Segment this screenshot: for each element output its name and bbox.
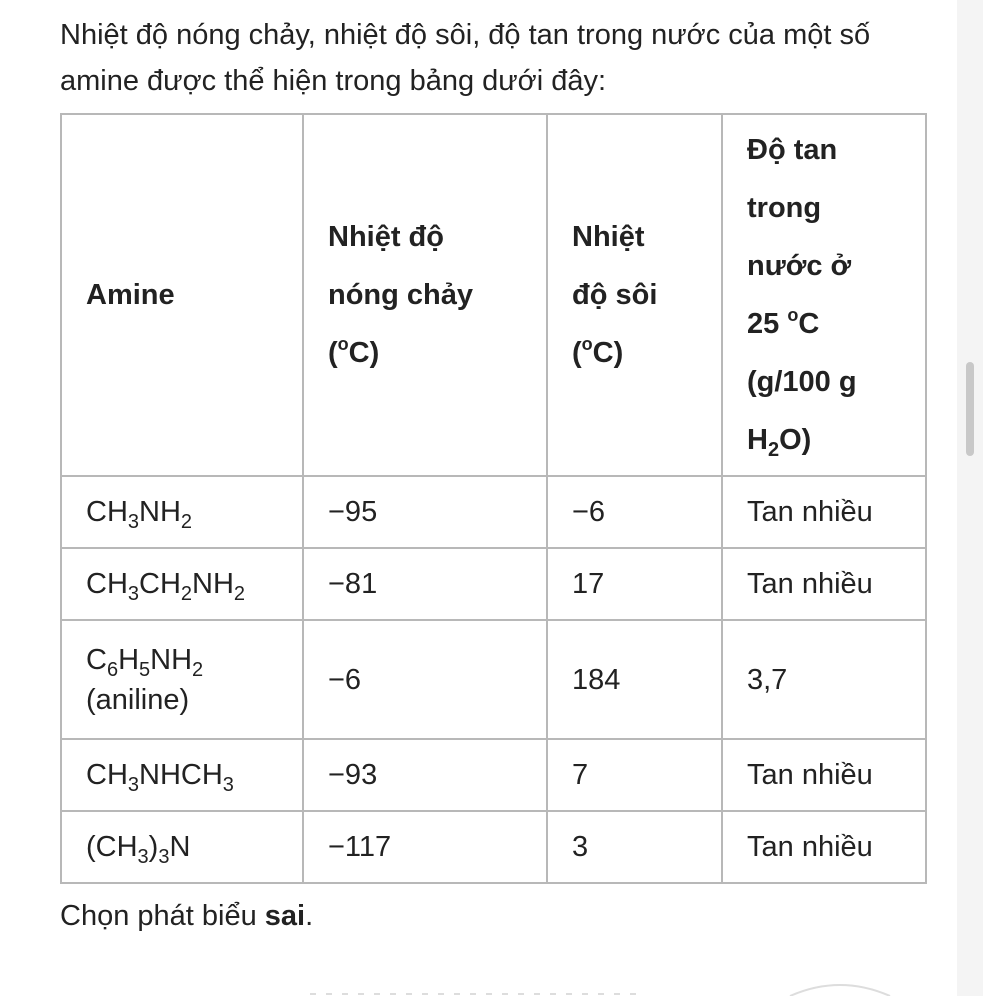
cell-boiling-point: 3 xyxy=(547,811,722,883)
header-mp-line1: Nhiệt độ xyxy=(328,221,444,253)
formula-part: NH xyxy=(150,643,193,676)
formula-part: ) xyxy=(148,831,159,863)
formula-subscript: 5 xyxy=(139,658,151,681)
cell-formula xyxy=(61,476,303,548)
header-solubility xyxy=(722,114,926,476)
formula-part: N xyxy=(169,831,191,863)
header-melting-point xyxy=(303,114,547,476)
cell-formula xyxy=(61,739,303,811)
header-mp-line2: nóng chảy xyxy=(328,279,474,311)
formula-subscript: 3 xyxy=(222,774,234,796)
header-amine xyxy=(61,114,303,476)
arc-outline-shape xyxy=(790,985,890,996)
header-sol-h-sub: 2 xyxy=(767,439,780,461)
header-bp-line1: Nhiệt xyxy=(572,221,645,253)
header-mp-unit-close: C) xyxy=(348,337,380,369)
cell-boiling-point: −6 xyxy=(547,476,722,548)
header-bp-unit-degree: o xyxy=(581,334,593,354)
page-side-rail xyxy=(957,0,983,996)
formula-part: (CH xyxy=(86,831,138,863)
formula-part: CH xyxy=(139,568,181,600)
cell-melting-point: −117 xyxy=(303,811,547,883)
question-bold-word: sai xyxy=(264,900,306,932)
formula-part: C xyxy=(86,643,107,676)
formula-part: CH xyxy=(86,759,128,791)
header-bp-unit-close: C) xyxy=(592,337,624,369)
cell-formula xyxy=(61,548,303,620)
header-amine-label: Amine xyxy=(86,279,175,311)
cell-boiling-point: 184 xyxy=(547,620,722,739)
header-sol-line5: (g/100 g xyxy=(747,366,857,398)
cell-melting-point: −81 xyxy=(303,548,547,620)
formula-subscript: 2 xyxy=(180,583,193,605)
table-header-row xyxy=(61,114,926,476)
formula-part: CH xyxy=(86,496,128,528)
header-boiling-point xyxy=(547,114,722,476)
header-sol-line2: trong xyxy=(747,192,822,224)
header-sol-line1: Độ tan xyxy=(747,134,838,166)
table-row xyxy=(61,620,926,739)
formula-subscript: 3 xyxy=(127,774,140,796)
next-section-divider xyxy=(0,970,957,996)
cell-formula xyxy=(61,811,303,883)
formula-subscript: 3 xyxy=(127,511,140,533)
cell-melting-point: −93 xyxy=(303,739,547,811)
cell-boiling-point: 7 xyxy=(547,739,722,811)
cell-melting-point: −95 xyxy=(303,476,547,548)
question-text xyxy=(60,896,313,936)
cell-melting-point: −6 xyxy=(303,620,547,739)
table-row xyxy=(61,476,926,548)
formula-part: CH xyxy=(86,568,128,600)
header-mp-unit-open: ( xyxy=(328,337,338,369)
formula-subscript: 6 xyxy=(106,658,119,681)
header-sol-line3: nước ở xyxy=(747,250,852,282)
formula-subscript: 3 xyxy=(158,846,170,868)
cell-boiling-point: 17 xyxy=(547,548,722,620)
header-sol-temp-num: 25 xyxy=(747,308,788,340)
cell-solubility: Tan nhiều xyxy=(722,476,926,548)
cell-solubility: Tan nhiều xyxy=(722,811,926,883)
header-sol-h: H xyxy=(747,424,768,456)
cell-solubility: 3,7 xyxy=(722,620,926,739)
table-row xyxy=(61,739,926,811)
formula-subscript: 3 xyxy=(137,846,149,868)
formula-part: H xyxy=(118,643,140,676)
table-row xyxy=(61,548,926,620)
header-sol-temp-degree: o xyxy=(787,305,799,325)
header-bp-unit-open: ( xyxy=(572,337,582,369)
formula-subscript: 2 xyxy=(192,658,204,681)
cell-solubility: Tan nhiều xyxy=(722,739,926,811)
formula-subscript: 2 xyxy=(233,583,246,605)
header-sol-o: O) xyxy=(779,424,812,456)
scrollbar-thumb[interactable] xyxy=(966,362,974,456)
table-row xyxy=(61,811,926,883)
header-sol-temp-c: C xyxy=(798,308,820,340)
question-suffix: . xyxy=(305,900,314,932)
header-mp-unit-degree: o xyxy=(337,334,349,354)
formula-subscript: 3 xyxy=(127,583,140,605)
header-bp-line2: độ sôi xyxy=(572,279,658,311)
formula-subscript: 2 xyxy=(180,511,193,533)
question-prefix: Chọn phát biểu xyxy=(60,900,265,932)
amine-properties-table xyxy=(60,113,927,884)
formula-note: (aniline) xyxy=(86,683,190,716)
formula-part: NHCH xyxy=(139,759,223,791)
cell-solubility: Tan nhiều xyxy=(722,548,926,620)
formula-part: NH xyxy=(139,496,181,528)
table-body xyxy=(61,476,926,883)
cell-formula xyxy=(61,620,303,739)
formula-part: NH xyxy=(192,568,234,600)
intro-text: Nhiệt độ nóng chảy, nhiệt độ sôi, độ tan trong nước của một số amine được thể hiện trong bảng dưới đây: xyxy=(60,19,871,97)
